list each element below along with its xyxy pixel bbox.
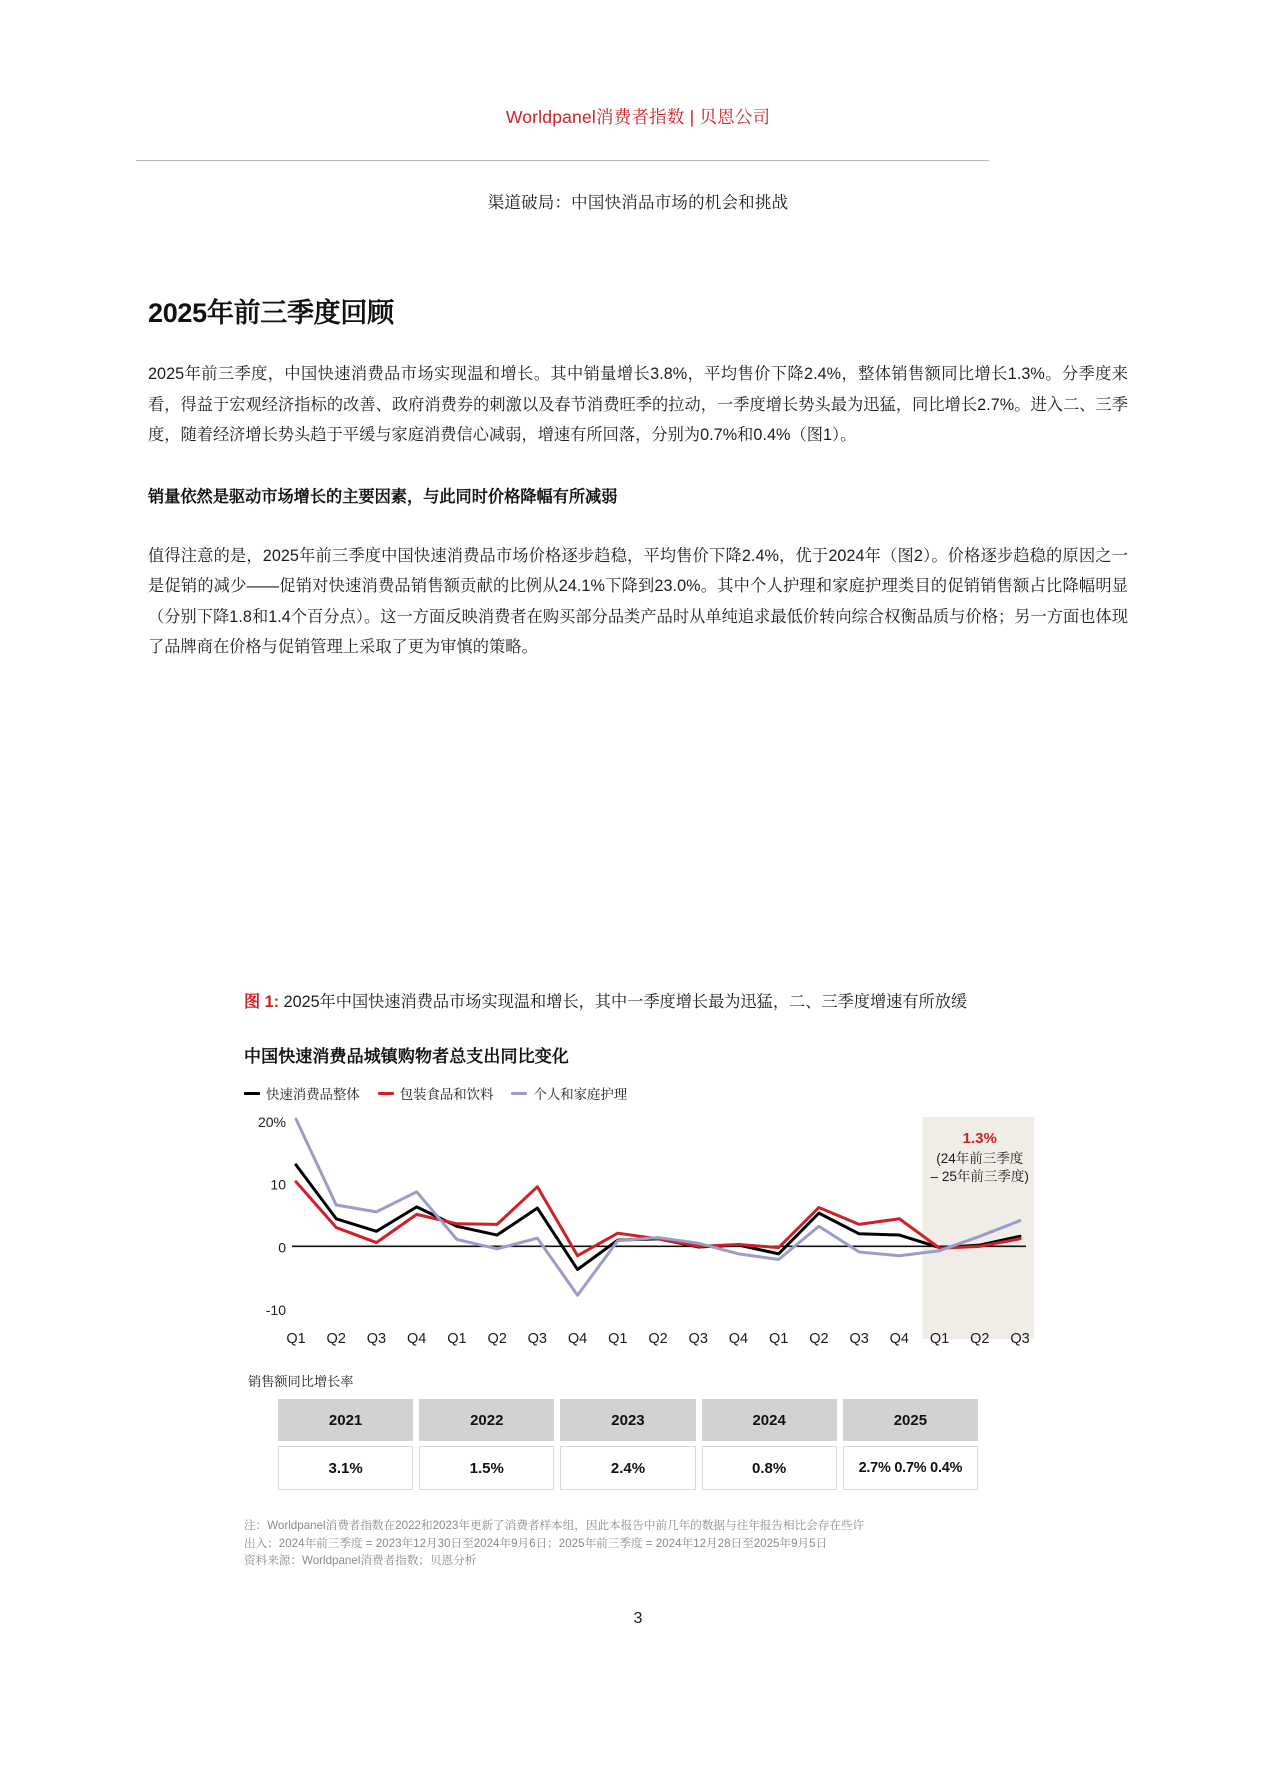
- document-subtitle: 渠道破局：中国快消品市场的机会和挑战: [487, 194, 789, 212]
- svg-text:(24年前三季度: (24年前三季度: [936, 1151, 1024, 1166]
- figure-footnote: [244, 1517, 1044, 1570]
- svg-text:Q3: Q3: [366, 1331, 387, 1347]
- legend-item-food-beverage: [378, 1084, 494, 1103]
- svg-text:Q2: Q2: [326, 1331, 346, 1347]
- paragraph-one: 2025年前三季度，中国快速消费品市场实现温和增长。其中销量增长3.8%，平均售价下降2.4%，整体销售额同比增长1.3%。分季度来看，得益于宏观经济指标的改善、政府消费券的刺激以及春节消费旺季的拉动，一季度增长势头最为迅猛，同比增长2.7%。进入二、三季度，随着经济增长势头趋于平缓与家庭消费信心减弱，增速有所回落，分别为0.7%和0.4%（图1）。: [148, 365, 1128, 444]
- legend-swatch-overall: [244, 1092, 260, 1095]
- growth-value-2023: 2.4%: [560, 1446, 695, 1490]
- svg-text:Q2: Q2: [487, 1331, 507, 1347]
- chart-title: 中国快速消费品城镇购物者总支出同比变化: [244, 1047, 569, 1066]
- growth-header-2023: 2023: [560, 1399, 695, 1441]
- svg-text:20%: 20%: [257, 1114, 286, 1130]
- figure-label: 图 1:: [244, 993, 280, 1011]
- svg-text:Q1: Q1: [447, 1331, 467, 1347]
- growth-header-2025: 2025: [843, 1399, 978, 1441]
- chart-legend: [244, 1084, 1044, 1103]
- footnote-line-1: 注：Worldpanel消费者指数在2022和2023年更新了消费者样本组，因此本报告中前几年的数据与往年报告相比会存在些许: [244, 1519, 865, 1532]
- figure-1: [244, 988, 1044, 1570]
- growth-value-2024: 0.8%: [702, 1446, 837, 1490]
- svg-text:Q2: Q2: [809, 1331, 829, 1347]
- svg-text:Q1: Q1: [608, 1331, 628, 1347]
- header-divider: [136, 160, 989, 161]
- figure-caption: [244, 988, 1044, 1016]
- line-chart: [244, 1113, 1034, 1365]
- svg-text:Q3: Q3: [1010, 1331, 1030, 1347]
- legend-label-overall: 快速消费品整体: [266, 1087, 360, 1102]
- section-subheading: 销量依然是驱动市场增长的主要因素，与此同时价格降幅有所减弱: [148, 487, 618, 506]
- svg-text:-10: -10: [265, 1302, 286, 1318]
- chart-plot-area: [244, 1113, 1034, 1365]
- brand-header: Worldpanel消费者指数 | 贝恩公司: [505, 107, 771, 127]
- growth-value-2025: 2.7% 0.7% 0.4%: [843, 1446, 978, 1490]
- svg-text:Q3: Q3: [527, 1331, 548, 1347]
- legend-label-food-beverage: 包装食品和饮料: [399, 1087, 494, 1102]
- section-title: 2025年前三季度回顾: [148, 298, 394, 328]
- footnote-line-3: 资料来源：Worldpanel消费者指数；贝恩分析: [244, 1554, 477, 1567]
- svg-text:Q2: Q2: [648, 1331, 668, 1347]
- svg-text:Q1: Q1: [929, 1331, 950, 1347]
- legend-swatch-personal-home-care: [511, 1092, 527, 1095]
- growth-table-row: [278, 1446, 978, 1490]
- legend-swatch-food-beverage: [378, 1092, 394, 1095]
- legend-item-overall: [244, 1084, 360, 1103]
- growth-value-2021: 3.1%: [278, 1446, 413, 1490]
- figure-caption-text: 2025年中国快速消费品市场实现温和增长，其中一季度增长最为迅猛，二、三季度增速有所放缓: [283, 993, 968, 1011]
- svg-text:Q4: Q4: [567, 1331, 588, 1347]
- svg-text:Q4: Q4: [889, 1331, 910, 1347]
- svg-text:Q4: Q4: [406, 1331, 427, 1347]
- growth-table-header-row: [278, 1399, 978, 1441]
- growth-table: [272, 1394, 984, 1495]
- svg-text:Q1: Q1: [768, 1331, 789, 1347]
- svg-text:10: 10: [270, 1176, 286, 1193]
- svg-text:1.3%: 1.3%: [962, 1130, 997, 1147]
- footnote-line-2: 出入；2024年前三季度 = 2023年12月30日至2024年9月6日；2025年前三季度 = 2024年12月28日至2025年9月5日: [244, 1536, 828, 1550]
- growth-value-2022: 1.5%: [419, 1446, 554, 1490]
- growth-header-2022: 2022: [419, 1399, 554, 1441]
- legend-item-personal-home-care: [511, 1084, 627, 1103]
- page-number: 3: [633, 1610, 643, 1627]
- svg-text:Q2: Q2: [970, 1331, 990, 1347]
- growth-table-caption: 销售额同比增长率: [248, 1374, 354, 1389]
- svg-text:Q4: Q4: [728, 1331, 749, 1347]
- svg-text:Q3: Q3: [688, 1331, 708, 1347]
- growth-header-2021: 2021: [278, 1399, 413, 1441]
- growth-header-2024: 2024: [702, 1399, 837, 1441]
- svg-text:0: 0: [278, 1239, 286, 1256]
- paragraph-two: 值得注意的是，2025年前三季度中国快速消费品市场价格逐步趋稳，平均售价下降2.4%，优于2024年（图2）。价格逐步趋稳的原因之一是促销的减少——促销对快速消费品销售额贡献的比例从24.1%下降到23.0%。其中个人护理和家庭护理类目的促销销售额占比降幅明显（分别下降1.8和1.4个百分点）。这一方面反映消费者在购买部分品类产品时从单纯追求最低价转向综合权衡品质与价格；另一方面也体现了品牌商在价格与促销管理上采取了更为审慎的策略。: [148, 546, 1128, 656]
- svg-text:Q1: Q1: [286, 1331, 306, 1347]
- svg-text:Q3: Q3: [849, 1331, 869, 1347]
- legend-label-personal-home-care: 个人和家庭护理: [533, 1087, 628, 1102]
- svg-text:– 25年前三季度): – 25年前三季度): [930, 1169, 1029, 1184]
